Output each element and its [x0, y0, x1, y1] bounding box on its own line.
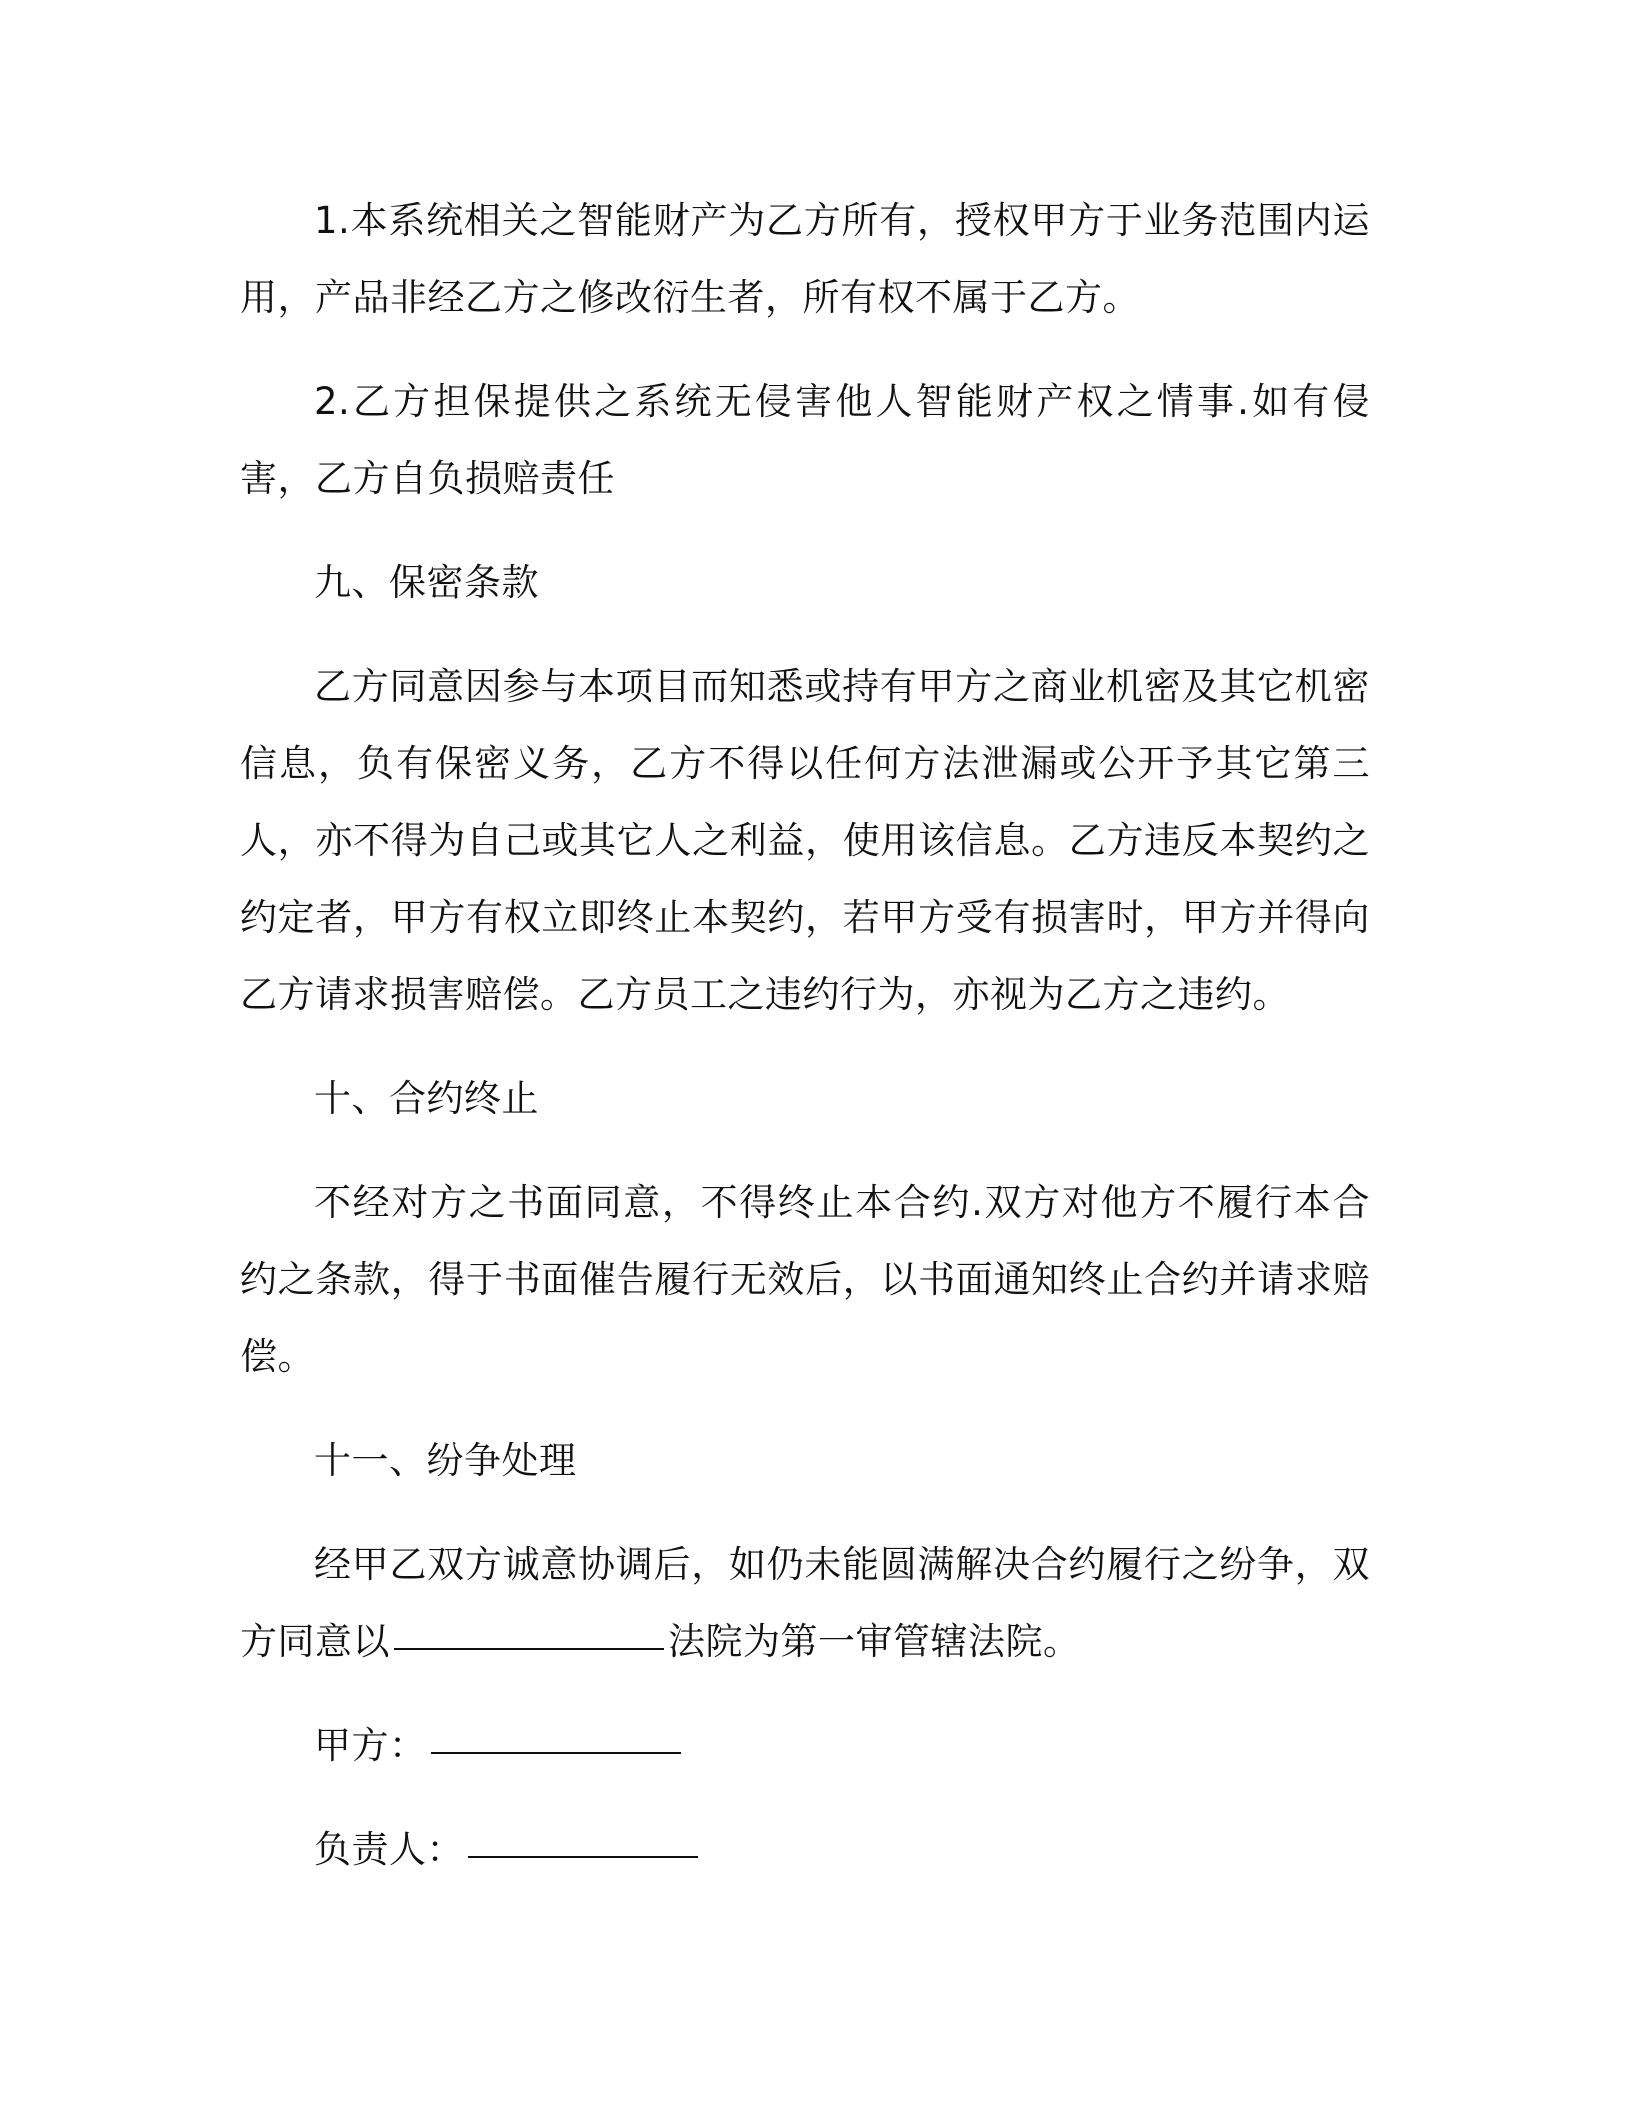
section-heading-termination: 十、合约终止	[314, 1077, 539, 1120]
ip-clause-1: 1.本系统相关之智能财产为乙方所有，授权甲方于业务范围内运用，产品非经乙方之修改衍生者，所有权不属于乙方。	[240, 199, 1370, 319]
representative-blank	[468, 1855, 698, 1858]
dispute-body-after: 法院为第一审管辖法院。	[668, 1620, 1081, 1663]
party-a-label: 甲方：	[314, 1724, 427, 1767]
ip-clause-2: 2.乙方担保提供之系统无侵害他人智能财产权之情事.如有侵害，乙方自负损赔责任	[240, 380, 1370, 500]
representative-line	[240, 1811, 1370, 1888]
dispute-body-before: 经甲乙双方诚意协调后，如仍未能圆满解决合约履行之纷争，双方同意以	[240, 1543, 1370, 1663]
court-name-blank	[394, 1647, 664, 1650]
termination-body: 不经对方之书面同意，不得终止本合约.双方对他方不履行本合约之条款，得于书面催告履行无效后，以书面通知终止合约并请求赔偿。	[240, 1181, 1370, 1378]
representative-label: 负责人：	[314, 1828, 464, 1871]
dispute-body	[240, 1526, 1370, 1680]
party-a-blank	[431, 1751, 681, 1754]
party-a-line	[240, 1707, 1370, 1784]
confidentiality-body: 乙方同意因参与本项目而知悉或持有甲方之商业机密及其它机密信息，负有保密义务，乙方不得以任何方法泄漏或公开予其它第三人，亦不得为自己或其它人之利益，使用该信息。乙方违反本契约之约定者，甲方有权立即终止本契约，若甲方受有损害时，甲方并得向乙方请求损害赔偿。乙方员工之违约行为，亦视为乙方之违约。	[240, 665, 1370, 1016]
document-page	[240, 182, 1370, 1888]
section-heading-confidentiality: 九、保密条款	[314, 561, 539, 604]
section-heading-dispute: 十一、纷争处理	[314, 1439, 577, 1482]
